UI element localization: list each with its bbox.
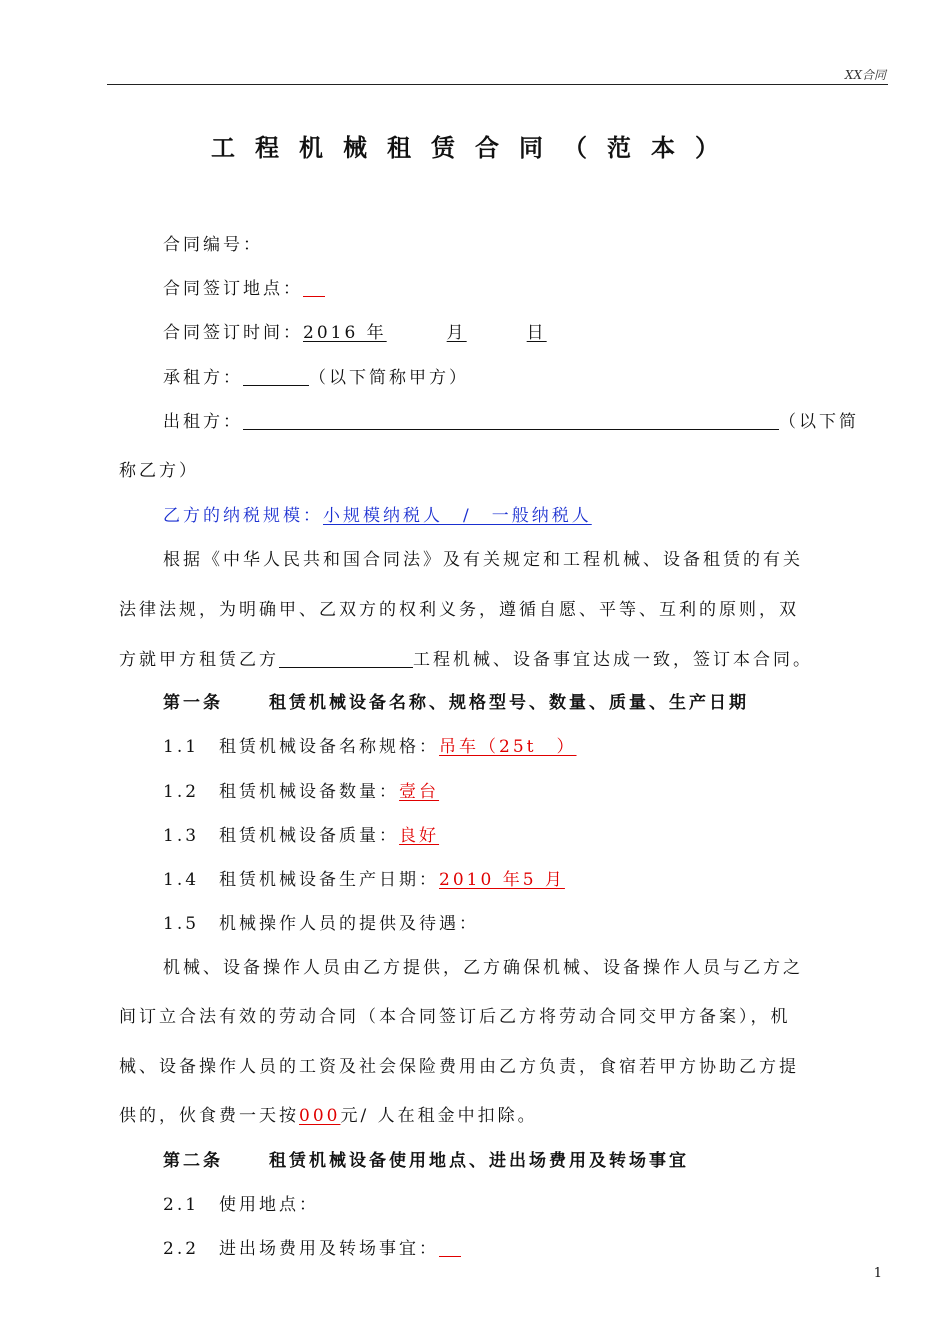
item-1-1-value[interactable]: 吊车（25t ） — [439, 737, 577, 757]
lessor-blank[interactable] — [243, 411, 779, 430]
article-1-heading — [163, 691, 749, 715]
page-number: 1 — [873, 1266, 882, 1281]
article-2-no: 第二条 — [163, 1151, 223, 1171]
lessee-label: 承租方： — [163, 368, 243, 388]
intro-line-2: 法律法规，为明确甲、乙双方的权利义务，遵循自愿、平等、互利的原则，双 — [119, 600, 799, 620]
lessee-blank[interactable] — [243, 367, 309, 386]
item-1-2-value[interactable]: 壹台 — [399, 782, 440, 802]
tax-scale-value[interactable]: 小规模纳税人 / 一般纳税人 — [323, 506, 592, 526]
sign-time-line — [163, 321, 569, 345]
intro-line-1: 根据《中华人民共和国合同法》及有关规定和工程机械、设备租赁的有关 — [163, 550, 803, 570]
lessee-line — [163, 366, 469, 390]
tax-scale-line — [163, 504, 636, 528]
lessor-suffix-line — [119, 459, 199, 483]
operator-para-4: 供的，伙食费一天按000元/ 人在租金中扣除。 — [119, 1106, 538, 1126]
contract-no-line — [163, 233, 263, 257]
item-1-5: 1.5 机械操作人员的提供及待遇： — [163, 914, 480, 934]
sign-place-blank[interactable] — [303, 278, 325, 297]
intro-line-3: 方就甲方租赁乙方 工程机械、设备事宜达成一致，签订本合同。 — [119, 650, 813, 670]
article-1-no: 第一条 — [163, 693, 223, 713]
tax-scale-label: 乙方的纳税规模： — [163, 506, 323, 526]
item-2-2-blank[interactable] — [439, 1238, 461, 1257]
item-1-3-value[interactable]: 良好 — [399, 826, 440, 846]
equipment-blank[interactable] — [279, 649, 413, 668]
sign-month: 月 — [446, 323, 467, 343]
sign-day: 日 — [526, 323, 547, 343]
lessor-line — [163, 410, 859, 434]
sign-date[interactable] — [303, 323, 569, 343]
header-tag: XX合同 — [844, 68, 886, 82]
operator-para-1: 机械、设备操作人员由乙方提供，乙方确保机械、设备操作人员与乙方之 — [163, 958, 803, 978]
item-1-4: 1.4 租赁机械设备生产日期：2010 年5 月 — [163, 870, 565, 890]
operator-para-2: 间订立合法有效的劳动合同（本合同签订后乙方将劳动合同交甲方备案），机 — [119, 1007, 791, 1027]
article-2-title: 租赁机械设备使用地点、进出场费用及转场事宜 — [269, 1151, 689, 1171]
sign-time-label: 合同签订时间： — [163, 323, 303, 343]
article-2-heading — [163, 1149, 689, 1173]
document-title: 工程机械租赁合同（范本） — [211, 133, 739, 162]
header-divider — [107, 84, 888, 85]
item-2-1: 2.1 使用地点： — [163, 1195, 320, 1215]
lessor-suffix-b: 称乙方） — [119, 461, 199, 481]
contract-no-label: 合同编号： — [163, 235, 263, 255]
item-1-4-value[interactable]: 2010 年5 月 — [439, 870, 565, 890]
lessee-suffix: （以下简称甲方） — [309, 368, 469, 388]
lessor-suffix-a: （以下简 — [779, 412, 859, 432]
item-1-1: 1.1 租赁机械设备名称规格：吊车（25t ） — [163, 737, 577, 757]
item-2-2: 2.2 进出场费用及转场事宜： — [163, 1237, 461, 1261]
meal-fee-value[interactable]: 000 — [299, 1106, 341, 1126]
sign-year: 2016 年 — [303, 323, 387, 343]
item-1-2: 1.2 租赁机械设备数量：壹台 — [163, 782, 440, 802]
sign-place-label: 合同签订地点： — [163, 279, 303, 299]
operator-para-3: 械、设备操作人员的工资及社会保险费用由乙方负责，食宿若甲方协助乙方提 — [119, 1057, 799, 1077]
article-1-title: 租赁机械设备名称、规格型号、数量、质量、生产日期 — [269, 693, 749, 713]
item-1-3: 1.3 租赁机械设备质量：良好 — [163, 826, 440, 846]
sign-place-line — [163, 277, 325, 301]
lessor-label: 出租方： — [163, 412, 243, 432]
